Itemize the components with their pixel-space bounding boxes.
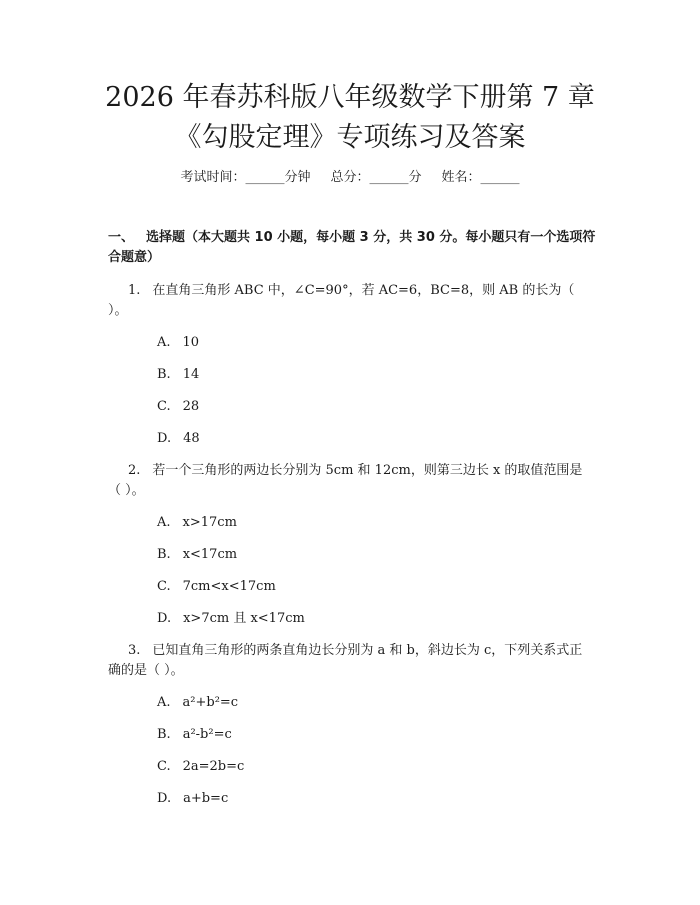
option-text: 14 xyxy=(182,367,200,382)
exam-info-line xyxy=(0,168,700,188)
option-label: D. xyxy=(157,431,172,446)
option-3a xyxy=(157,693,238,713)
option-label: B. xyxy=(157,547,171,562)
question-2 xyxy=(108,461,593,501)
option-text: 28 xyxy=(182,399,200,414)
section-heading-text: 选择题（本大题共 10 小题，每小题 3 分，共 30 分。每小题只有一个选项符合题意） xyxy=(108,230,596,265)
option-label: C. xyxy=(157,579,171,594)
option-label: D. xyxy=(157,791,172,806)
option-text: 10 xyxy=(182,335,200,350)
option-2b xyxy=(157,545,237,565)
question-number: 3. xyxy=(128,643,141,658)
option-1c xyxy=(157,397,199,417)
option-text: a²+b²=c xyxy=(182,695,239,710)
option-label: B. xyxy=(157,727,171,742)
section-number: 一、 xyxy=(108,230,135,245)
question-text: 在直角三角形 ABC 中，∠C=90°，若 AC=6，BC=8，则 AB 的长为（ ）。 xyxy=(108,283,575,318)
document-title: 2026 年春苏科版八年级数学下册第 7 章《勾股定理》专项练习及答案 xyxy=(105,82,595,153)
question-number: 2. xyxy=(128,463,141,478)
option-text: a+b=c xyxy=(183,791,229,806)
question-3 xyxy=(108,641,593,681)
option-2d xyxy=(157,609,305,629)
exam-time: 考试时间：______分钟 xyxy=(180,170,311,185)
section-heading xyxy=(108,228,600,268)
total-score: 总分：______分 xyxy=(330,170,422,185)
option-label: C. xyxy=(157,399,171,414)
option-text: x>17cm xyxy=(182,515,237,530)
option-text: x<17cm xyxy=(182,547,238,562)
option-1b xyxy=(157,365,199,385)
option-text: 2a=2b=c xyxy=(182,759,245,774)
option-1a xyxy=(157,333,199,353)
question-1 xyxy=(108,281,593,321)
option-3d xyxy=(157,789,228,809)
question-number: 1. xyxy=(128,283,141,298)
option-label: A. xyxy=(157,515,171,530)
option-3c xyxy=(157,757,244,777)
option-text: 7cm<x<17cm xyxy=(182,579,276,594)
option-1d xyxy=(157,429,200,449)
option-label: A. xyxy=(157,335,171,350)
option-2c xyxy=(157,577,276,597)
option-label: B. xyxy=(157,367,171,382)
student-name: 姓名：______ xyxy=(441,170,520,185)
option-label: A. xyxy=(157,695,171,710)
option-text: a²-b²=c xyxy=(182,727,232,742)
option-label: C. xyxy=(157,759,171,774)
option-2a xyxy=(157,513,237,533)
question-text: 若一个三角形的两边长分别为 5cm 和 12cm，则第三边长 x 的取值范围是（ ）。 xyxy=(108,463,583,498)
question-text: 已知直角三角形的两条直角边长分别为 a 和 b，斜边长为 c，下列关系式正确的是（ ）。 xyxy=(108,643,583,678)
option-3b xyxy=(157,725,232,745)
option-text: x>7cm 且 x<17cm xyxy=(183,611,305,626)
option-text: 48 xyxy=(183,431,200,446)
option-label: D. xyxy=(157,611,172,626)
